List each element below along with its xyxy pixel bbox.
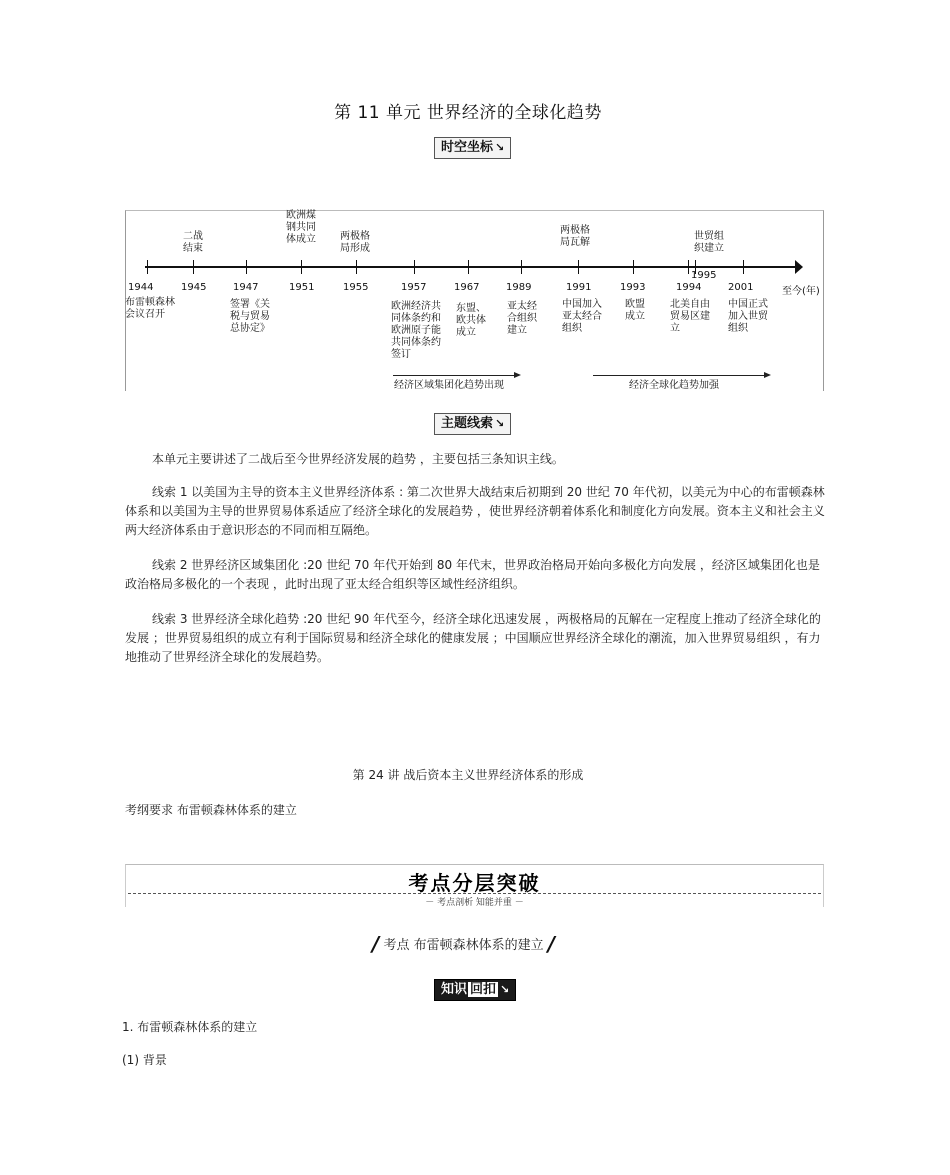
intro-text: 本单元主要讲述了二战后至今世界经济发展的趋势 ，主要包括三条知识主线。 [152, 452, 564, 466]
arrow-icon: ↘ [500, 983, 510, 996]
time-space-label: 时空坐标 [441, 140, 494, 155]
clue-3 [125, 610, 825, 667]
tick-1967 [468, 260, 469, 274]
tick-1945 [193, 260, 194, 274]
year-label: 1945 [181, 282, 207, 293]
section-banner [125, 864, 824, 907]
event-nafta: 北美自由 贸易区建 立 [670, 299, 710, 334]
event-ww2-end: 二战 结束 [183, 231, 203, 254]
event-eu: 欧盟 成立 [625, 299, 645, 322]
year-label: 1967 [454, 282, 480, 293]
recall-label: 回扣 [470, 982, 497, 997]
clue-1 [125, 483, 825, 540]
kaodian-text: 考点 布雷顿森林体系的建立 [383, 938, 544, 953]
event-bretton-woods: 布雷顿森林 会议召开 [125, 297, 175, 320]
tick-1955 [356, 260, 357, 274]
year-label: 1993 [620, 282, 646, 293]
arrow-icon: ↘ [495, 417, 505, 430]
clue-2-text: 线索 2 世界经济区域集团化 :20 世纪 70 年代开始到 80 年代末，世界政治格局开始向多极化方向发展 ，经济区域集团化也是政治格局多极化的一个表现 ，此时出现了亚太经合组织等区域性经济组织。 [125, 558, 820, 591]
year-label: 1991 [566, 282, 592, 293]
knowledge-recall-badge [434, 979, 516, 1001]
year-label: 1995 [691, 270, 717, 281]
timeline-axis [145, 266, 797, 268]
event-eec-treaties: 欧洲经济共 同体条约和 欧洲原子能 共同体条约 签订 [391, 301, 441, 360]
event-bipolar-collapse: 两极格 局瓦解 [560, 225, 590, 248]
slash-mark-left: / [372, 932, 380, 956]
banner-title: 考点分层突破 [408, 871, 541, 895]
tick-1947 [246, 260, 247, 274]
event-bipolar-form: 两极格 局形成 [340, 231, 370, 254]
banner-divider [128, 893, 821, 894]
year-label: 1957 [401, 282, 427, 293]
trend-regional-arrowhead [514, 372, 521, 378]
year-label: 至今(年) [782, 286, 820, 297]
time-space-badge [434, 137, 511, 159]
trend-global-label: 经济全球化趋势加强 [629, 380, 719, 391]
year-label: 1955 [343, 282, 369, 293]
event-asean-ec: 东盟、 欧共体 成立 [456, 303, 486, 338]
trend-global-arrow [593, 375, 765, 376]
year-label: 1994 [676, 282, 702, 293]
intro-paragraph [125, 450, 825, 469]
event-china-wto: 中国正式 加入世贸 组织 [728, 299, 768, 334]
theme-clues-badge [434, 413, 511, 435]
exam-requirement: 考纲要求 布雷顿森林体系的建立 [125, 803, 297, 817]
tick-2001 [743, 260, 744, 274]
knowledge-label: 知识 [441, 982, 468, 997]
year-label: 1947 [233, 282, 259, 293]
kaodian-heading [372, 932, 555, 956]
year-label: 1989 [506, 282, 532, 293]
tick-1989 [521, 260, 522, 274]
timeline-arrowhead [795, 260, 803, 274]
tick-1993 [633, 260, 634, 274]
tick-1994 [688, 260, 689, 274]
event-apec: 亚太经 合组织 建立 [507, 301, 537, 336]
theme-clues-label: 主题线索 [441, 416, 494, 431]
event-ecsc: 欧洲煤 钢共同 体成立 [286, 210, 316, 245]
year-label: 1944 [128, 282, 154, 293]
tick-1957 [414, 260, 415, 274]
slash-mark-right: / [547, 932, 556, 956]
unit-title: 第 11 单元 世界经济的全球化趋势 [334, 103, 602, 123]
event-wto-established: 世贸组 织建立 [694, 231, 724, 254]
tick-1944 [147, 260, 148, 274]
clue-2 [125, 556, 825, 594]
year-label: 2001 [728, 282, 754, 293]
section-1-heading: 1. 布雷顿森林体系的建立 [122, 1020, 258, 1034]
event-china-apec: 中国加入 亚太经合 组织 [562, 299, 602, 334]
year-label: 1951 [289, 282, 315, 293]
arrow-icon: ↘ [495, 141, 505, 154]
banner-subtitle: － 考点剖析 知能并重 － [425, 898, 524, 908]
lecture-title: 第 24 讲 战后资本主义世界经济体系的形成 [352, 768, 584, 782]
trend-regional-arrow [393, 375, 515, 376]
event-gatt: 签署《关 税与贸易 总协定》 [230, 299, 270, 334]
tick-1991 [578, 260, 579, 274]
clue-1-text: 线索 1 以美国为主导的资本主义世界经济体系 : 第二次世界大战结束后初期到 20 世纪 70 年代初，以美元为中心的布雷顿森林体系和以美国为主导的世界贸易体系适应了经济全球化的发展趋势 ，使世界经济朝着体系化和制度化方向发展。资本主义和社会主义两大经济体系由于意识形态的不同而相互隔绝。 [125, 485, 825, 537]
trend-global-arrowhead [764, 372, 771, 378]
trend-regional-label: 经济区域集团化趋势出现 [394, 380, 504, 391]
section-1-1-heading: (1) 背景 [122, 1053, 167, 1067]
clue-3-text: 线索 3 世界经济全球化趋势 :20 世纪 90 年代至今，经济全球化迅速发展 ，两极格局的瓦解在一定程度上推动了经济全球化的发展 ；世界贸易组织的成立有利于国际贸易和经济全球化的健康发展 ；中国顺应世界经济全球化的潮流，加入世界贸易组织 ，有力地推动了世界经济全球化的发展趋势。 [125, 612, 821, 664]
tick-1951 [301, 260, 302, 274]
